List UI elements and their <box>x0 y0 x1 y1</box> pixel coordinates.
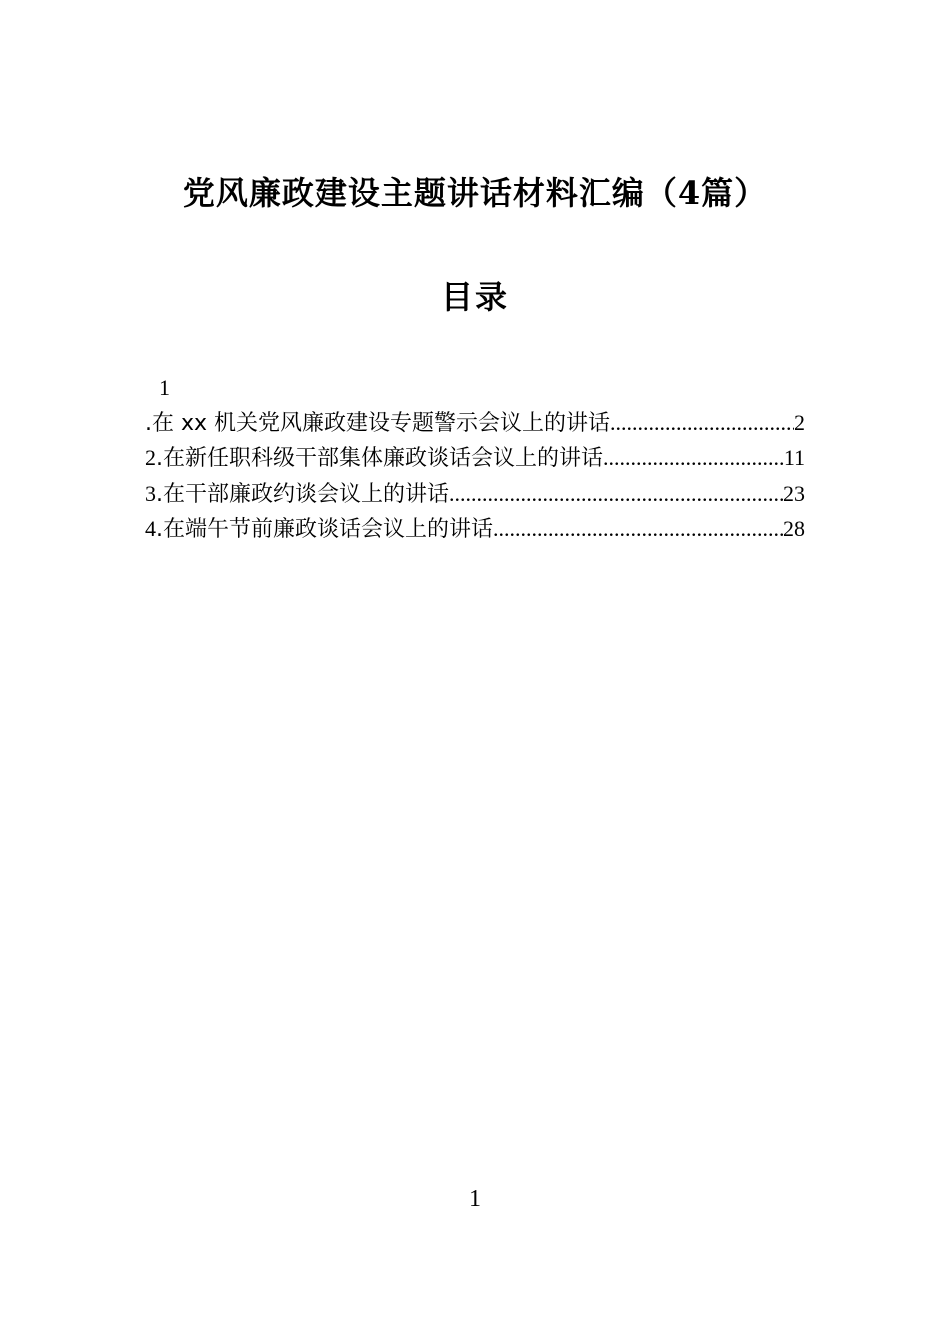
toc-entry-title <box>145 512 493 548</box>
toc-entry[interactable] <box>145 477 805 513</box>
toc-dot-leader <box>449 477 783 512</box>
toc-entry[interactable] <box>145 512 805 548</box>
toc-entry-text: .在 xx 机关党风廉政建设专题警示会议上的讲话 <box>145 410 611 436</box>
table-of-contents <box>145 371 805 548</box>
toc-entry-page: 28 <box>783 516 805 541</box>
toc-dot-leader <box>610 406 794 441</box>
toc-entry-text: .在新任职科级干部集体廉政谈话会议上的讲话 <box>156 446 603 471</box>
toc-entry-page: 2 <box>794 409 805 435</box>
toc-entry-number: 2 <box>145 445 156 470</box>
toc-entry-title <box>145 406 610 442</box>
toc-entry-page: 23 <box>783 480 805 506</box>
toc-first-number: 1 <box>159 375 170 400</box>
toc-entry-number: 4 <box>145 516 156 541</box>
toc-dot-leader <box>493 512 783 547</box>
toc-entry[interactable] <box>145 406 805 442</box>
toc-entry-text: .在干部廉政约谈会议上的讲话 <box>156 481 449 507</box>
toc-entry-text: .在端午节前廉政谈话会议上的讲话 <box>156 517 493 542</box>
toc-entry-number: 3 <box>145 480 156 506</box>
page-number: 1 <box>469 1186 481 1212</box>
toc-entry-page: 11 <box>783 445 805 470</box>
toc-entry-title <box>145 441 603 477</box>
toc-entry[interactable] <box>145 441 805 477</box>
toc-dot-leader <box>603 441 784 476</box>
toc-entry-title <box>145 477 449 513</box>
toc-heading: 目录 <box>440 278 509 316</box>
document-title: 党风廉政建设主题讲话材料汇编（4篇） <box>182 174 768 212</box>
